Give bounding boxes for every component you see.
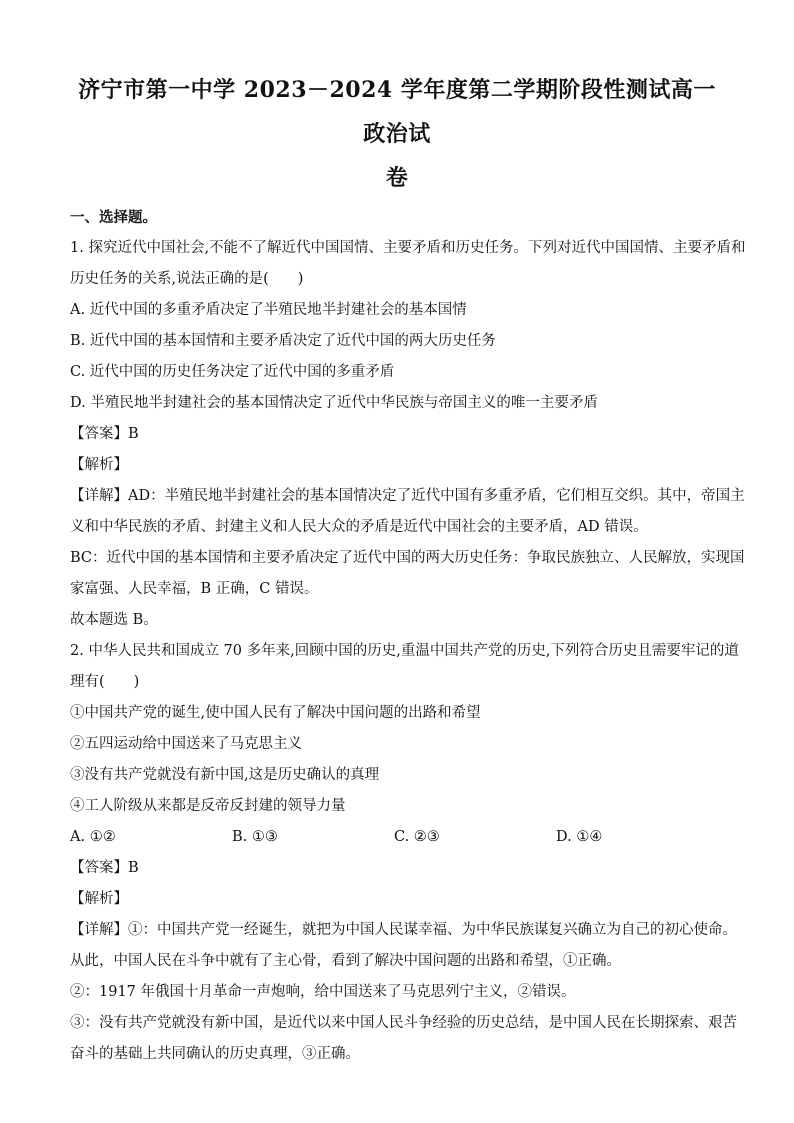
title-line-2: 卷 [385, 165, 409, 191]
q1-stem-line-1: 1. 探究近代中国社会,不能不了解近代中国国情、主要矛盾和历史任务。下列对近代中国国情、主要矛盾和 [70, 240, 746, 256]
q1-stem-line-2: 历史任务的关系,说法正确的是( ) [70, 271, 304, 287]
q2-detail-line-3: ②：1917 年俄国十月革命一声炮响，给中国送来了马克思列宁主义，②错误。 [70, 984, 576, 1000]
q2-item-3: ③没有共产党就没有新中国,这是历史确认的真理 [70, 767, 380, 783]
q1-option-a: A. 近代中国的多重矛盾决定了半殖民地半封建社会的基本国情 [70, 302, 467, 318]
q2-option-d: D. ①④ [556, 829, 603, 845]
q2-detail-line-2: 从此，中国人民在斗争中就有了主心骨，看到了解决中国问题的出路和希望，①正确。 [70, 953, 621, 969]
q1-detail-line-4: 家富强、人民幸福，B 正确，C 错误。 [70, 581, 319, 597]
q2-detail-line-4: ③：没有共产党就没有新中国，是近代以来中国人民斗争经验的历史总结，是中国人民在长期探索、艰苦 [70, 1015, 737, 1031]
q2-item-4: ④工人阶级从来都是反帝反封建的领导力量 [70, 798, 346, 814]
q2-options [70, 822, 724, 853]
q1-analysis-label: 【解析】 [70, 457, 128, 473]
question-2 [70, 636, 739, 1070]
title-line-1: 济宁市第一中学 2023－2024 学年度第二学期阶段性测试高一政治试 [78, 77, 716, 147]
q1-conclusion: 故本题选 B。 [70, 612, 158, 628]
q2-option-b: B. ①③ [232, 829, 278, 845]
q1-option-b: B. 近代中国的基本国情和主要矛盾决定了近代中国的两大历史任务 [70, 333, 496, 349]
q2-detail-line-1: 【详解】①：中国共产党一经诞生，就把为中国人民谋幸福、为中华民族谋复兴确立为自己的初心使命。 [70, 922, 737, 938]
q2-option-a: A. ①② [70, 829, 116, 845]
q1-option-c: C. 近代中国的历史任务决定了近代中国的多重矛盾 [70, 364, 395, 380]
q2-item-1: ①中国共产党的诞生,使中国人民有了解决中国问题的出路和希望 [70, 705, 481, 721]
q1-detail-line-1: 【详解】AD：半殖民地半封建社会的基本国情决定了近代中国有多重矛盾，它们相互交织。其中，帝国主 [70, 488, 745, 504]
q2-stem-line-1: 2. 中华人民共和国成立 70 多年来,回顾中国的历史,重温中国共产党的历史,下列符合历史且需要牢记的道 [70, 643, 739, 659]
q2-answer: 【答案】B [70, 860, 139, 876]
q1-detail-line-2: 义和中华民族的矛盾、封建主义和人民大众的矛盾是近代中国社会的主要矛盾，AD 错误。 [70, 519, 648, 535]
q1-answer: 【答案】B [70, 426, 139, 442]
q1-detail-line-3: BC：近代中国的基本国情和主要矛盾决定了近代中国的两大历史任务：争取民族独立、人民解放，实现国 [70, 550, 745, 566]
q2-detail-line-5: 奋斗的基础上共同确认的历史真理，③正确。 [70, 1046, 360, 1062]
q2-analysis-label: 【解析】 [70, 891, 128, 907]
page-title [70, 68, 724, 200]
question-1 [70, 233, 746, 636]
q2-stem-line-2: 理有( ) [70, 674, 140, 690]
q2-item-2: ②五四运动给中国送来了马克思主义 [70, 736, 302, 752]
q2-option-c: C. ②③ [394, 829, 440, 845]
section-heading: 一、选择题。 [70, 209, 157, 226]
q1-option-d: D. 半殖民地半封建社会的基本国情决定了近代中华民族与帝国主义的唯一主要矛盾 [70, 395, 598, 411]
